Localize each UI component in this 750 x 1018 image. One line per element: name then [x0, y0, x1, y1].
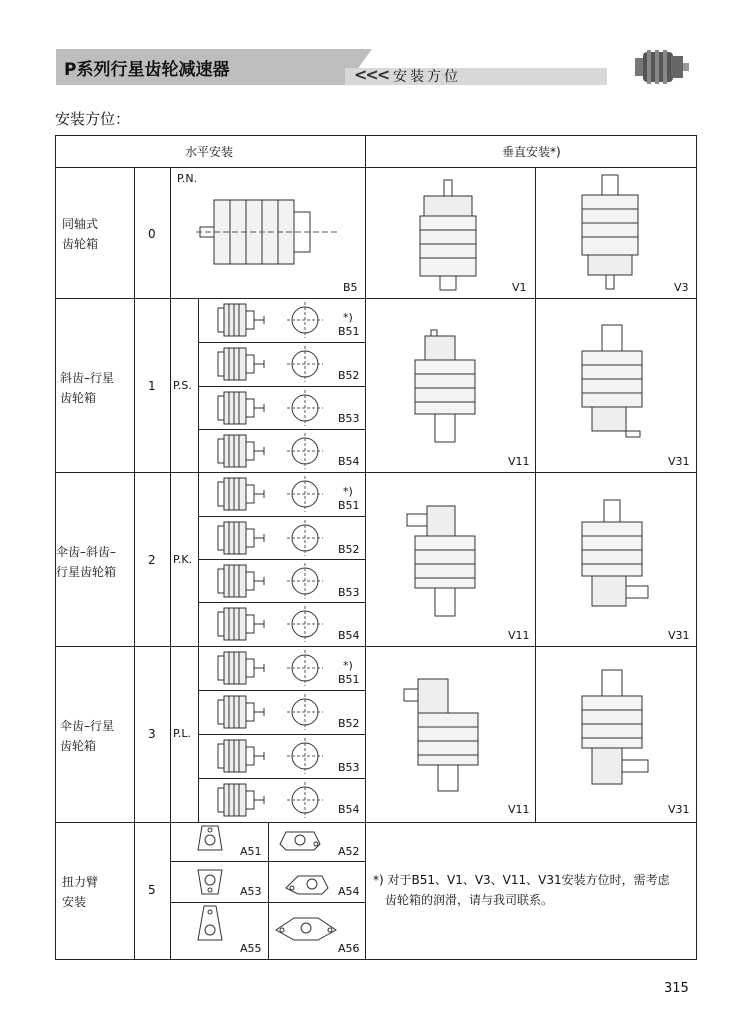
row3-label-b51: B51	[338, 673, 360, 686]
drawing-row1-b51	[218, 302, 323, 338]
row1-label-b53: B53	[338, 412, 360, 425]
page-title: P系列行星齿轮减速器	[64, 60, 230, 80]
drawing-row2-b54	[218, 606, 323, 642]
drawing-row2-b51	[218, 476, 323, 512]
drawing-row2-b52	[218, 520, 323, 556]
header-vertical-mounting: 垂直安装*)	[502, 145, 561, 159]
drawing-row5-a51	[198, 826, 222, 850]
row5-type-line2: 安装	[62, 895, 87, 909]
drawing-row2-v11	[407, 506, 475, 616]
drawing-row3-b53	[218, 738, 323, 774]
row5-label-a56: A56	[338, 942, 360, 955]
row5-code: 5	[148, 883, 156, 897]
row0-type-line2: 齿轮箱	[62, 237, 99, 251]
drawing-row3-b51	[218, 650, 323, 686]
row5-type-line1: 扭力臂	[62, 875, 99, 889]
row2-label-b53: B53	[338, 586, 360, 599]
row5-label-a52: A52	[338, 845, 360, 858]
row1-label-v11: V11	[508, 455, 530, 468]
row1-code: 1	[148, 379, 156, 393]
row3-type-line2: 齿轮箱	[60, 739, 97, 753]
row1-label-b54: B54	[338, 455, 360, 468]
drawing-row1-b53	[218, 390, 323, 426]
row2-design: P.K.	[173, 553, 193, 566]
note-line1: *) 对于B51、V1、V3、V11、V31安装方位时，需考虑	[373, 873, 670, 887]
drawing-row1-v31	[582, 325, 642, 437]
row0-label-v3: V3	[674, 281, 689, 294]
chevron-icon: <<<	[354, 65, 389, 84]
drawing-row3-v31	[582, 670, 648, 784]
row3-code: 3	[148, 727, 156, 741]
drawing-row3-b52	[218, 694, 323, 730]
row3-label-v31: V31	[668, 803, 690, 816]
row3-label-b53: B53	[338, 761, 360, 774]
row0-label-b5: B5	[343, 281, 358, 294]
row2-type-line2: 行星齿轮箱	[56, 565, 117, 579]
page-subtitle: 安装方位	[393, 69, 461, 85]
row1-label-v31: V31	[668, 455, 690, 468]
row2-type-line1: 伞齿–斜齿–	[56, 545, 117, 559]
row5-label-a54: A54	[338, 885, 360, 898]
row0-label-v1: V1	[512, 281, 527, 294]
drawing-row2-v31	[582, 500, 648, 606]
row2-code: 2	[148, 553, 156, 567]
drawing-row1-b54	[218, 433, 323, 469]
drawing-row2-b53	[218, 563, 323, 599]
drawing-row5-a53	[198, 870, 222, 894]
row5-label-a55: A55	[240, 942, 262, 955]
row0-design: P.N.	[177, 172, 198, 185]
row3-label-b54: B54	[338, 803, 360, 816]
drawing-row0-v3	[582, 175, 638, 289]
section-label: 安装方位：	[55, 110, 131, 128]
row2-label-v31: V31	[668, 629, 690, 642]
row2-star: *)	[343, 485, 353, 498]
row1-label-b52: B52	[338, 369, 360, 382]
row5-label-a53: A53	[240, 885, 262, 898]
row1-label-b51: B51	[338, 325, 360, 338]
row3-type-line1: 伞齿–行星	[60, 719, 115, 733]
drawing-row3-v11	[404, 679, 478, 791]
row1-design: P.S.	[173, 379, 192, 392]
drawing-row0-b5	[196, 200, 340, 264]
drawing-row1-v11	[415, 330, 475, 442]
drawing-row5-a55	[198, 906, 222, 940]
row1-star: *)	[343, 311, 353, 324]
note-line2: 齿轮箱的润滑，请与我司联系。	[385, 893, 554, 907]
drawing-row5-a56	[276, 918, 336, 940]
drawing-row0-v1	[420, 180, 476, 290]
row2-label-v11: V11	[508, 629, 530, 642]
row2-label-b54: B54	[338, 629, 360, 642]
row3-design: P.L.	[173, 727, 192, 740]
row3-label-v11: V11	[508, 803, 530, 816]
row2-label-b51: B51	[338, 499, 360, 512]
page-number: 315	[664, 981, 689, 996]
row3-label-b52: B52	[338, 717, 360, 730]
drawing-row5-a52	[280, 832, 320, 850]
header-horizontal-mounting: 水平安装	[185, 145, 234, 159]
drawing-row3-b54	[218, 782, 323, 818]
drawing-row1-b52	[218, 346, 323, 382]
row1-type-line1: 斜齿–行星	[60, 371, 115, 385]
row0-type-line1: 同轴式	[62, 217, 99, 231]
row5-label-a51: A51	[240, 845, 262, 858]
row2-label-b52: B52	[338, 543, 360, 556]
row1-type-line2: 齿轮箱	[60, 391, 97, 405]
drawing-row5-a54	[286, 876, 328, 894]
row0-code: 0	[148, 227, 156, 241]
row3-star: *)	[343, 659, 353, 672]
